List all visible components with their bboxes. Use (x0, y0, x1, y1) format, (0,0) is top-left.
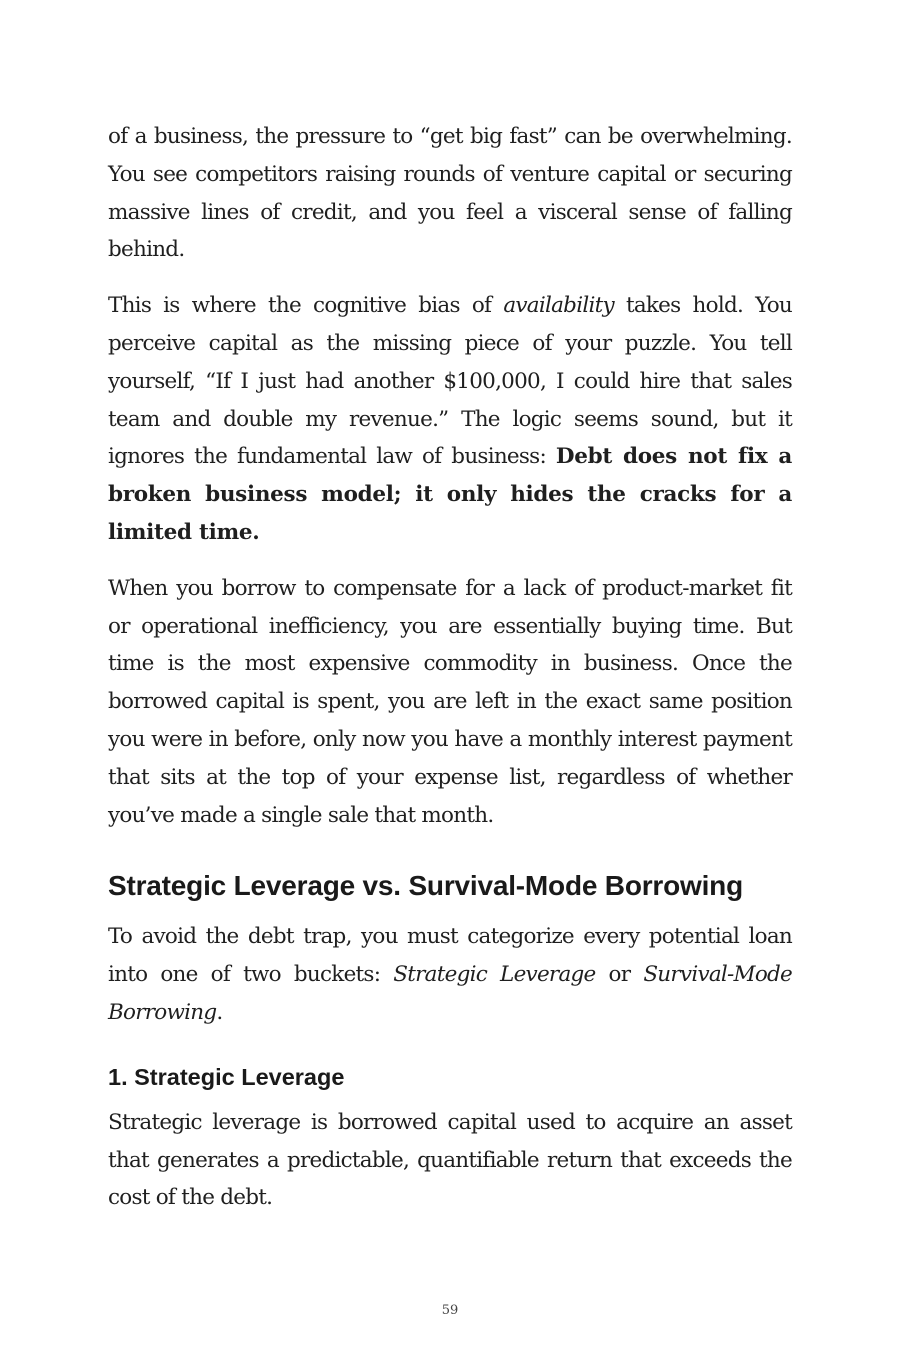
paragraph-strategic-leverage (108, 1104, 792, 1217)
page-number: 59 (441, 1303, 459, 1318)
paragraph-availability-text-b: takes hold. You perceive capital as the missing piece of your puzzle. You tell yourself, “If I just had another $100,000, I could hire that sales team and double my revenue.” The logic seems sound, but it ignores the fundamental law of business: (108, 293, 792, 470)
strategic-leverage-text: Strategic leverage is borrowed capital used to acquire an asset that generates a predictable, quantifiable return that exceeds the cost of the debt. (108, 1109, 792, 1211)
section-intro-text-a: To avoid the debt trap, you must categorize every potential loan into one of two buckets: (108, 924, 792, 988)
italic-term-strategic-leverage: Strategic Leverage (393, 962, 596, 988)
paragraph-availability-bias (108, 287, 792, 552)
section-heading: Strategic Leverage vs. Survival-Mode Borrowing (108, 870, 743, 902)
paragraph-pressure-text: of a business, the pressure to “get big fast” can be overwhelming. You see competitors raising rounds of venture capital or securing massive lines of credit, and you feel a visceral sense of falling behind. (108, 124, 792, 263)
subsection-heading: 1. Strategic Leverage (108, 1063, 345, 1090)
italic-term-survival-mode: Survival-Mode Borrowing (108, 962, 793, 1025)
section-intro-text-c: . (216, 999, 223, 1025)
paragraph-availability-text-a: This is where the cognitive bias of (108, 293, 504, 319)
italic-term-availability: availability (503, 293, 614, 319)
bold-key-statement: Debt does not fix a broken business model; it only hides the cracks for a limited time. (108, 444, 792, 545)
paragraph-borrowing-time-text: When you borrow to compensate for a lack of product-market fit or operational inefficiency, you are essentially buying time. But time is the most expensive commodity in business. Once the borrowed capital is spent, you are left in the exact same position you were in before, only now you have a monthly interest payment that sits at the top of your expense list, regardless of whether you’ve made a single sale that month. (108, 575, 792, 828)
page-content (108, 118, 792, 1235)
section-intro-text-b: or (595, 962, 644, 988)
paragraph-pressure (108, 118, 792, 269)
paragraph-section-intro (108, 918, 792, 1031)
paragraph-borrowing-time (108, 570, 792, 835)
